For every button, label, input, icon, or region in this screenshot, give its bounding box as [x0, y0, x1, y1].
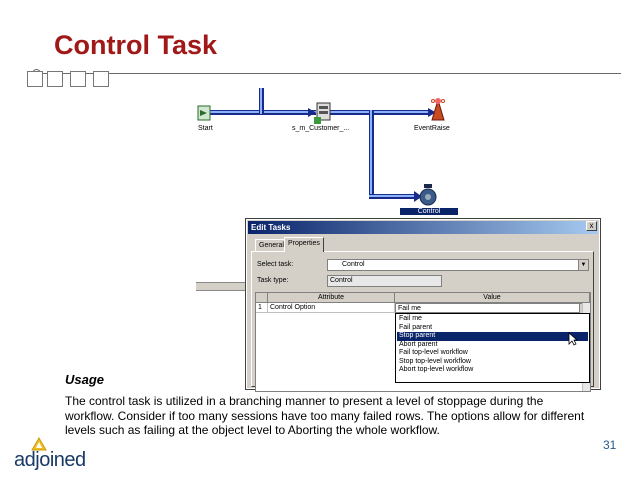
control-option-combo[interactable]	[395, 303, 590, 313]
deco-square-1	[27, 71, 43, 87]
dialog-titlebar: Edit Tasks	[248, 221, 598, 234]
tab-properties[interactable]: Properties	[284, 237, 324, 252]
workspace-scrollbar[interactable]	[196, 282, 248, 291]
grid-row-number: 1	[256, 303, 268, 313]
select-task-value: Control	[342, 261, 365, 268]
task-type-field: Control	[327, 275, 442, 287]
control-option-value: Fail me	[398, 305, 421, 312]
session-node-label: s_m_Customer_...	[292, 125, 350, 132]
grid-header-value: Value	[395, 293, 590, 303]
workflow-screenshot	[196, 88, 594, 382]
control-node-label: Control	[400, 208, 458, 215]
deco-square-4	[93, 71, 109, 87]
attributes-grid	[255, 292, 591, 392]
option-abort-parent[interactable]: Abort parent	[399, 340, 438, 348]
option-fail-me[interactable]: Fail me	[399, 315, 422, 322]
edit-tasks-dialog	[246, 219, 600, 389]
logo-text: adjoined	[14, 449, 86, 471]
grid-corner	[256, 293, 268, 303]
grid-attribute-cell: Control Option	[268, 303, 395, 313]
option-abort-top-level[interactable]: Abort top-level workflow	[399, 366, 474, 373]
select-task-label: Select task:	[257, 261, 294, 268]
body-paragraph: The control task is utilized in a branching manner to present a level of stoppage during the workflow. Consider if too many sessions have too many failed rows. The options allow for different levels such as failing at the object level to Aborting the whole workflow.	[65, 394, 585, 437]
control-option-list	[395, 313, 590, 383]
option-fail-parent[interactable]: Fail parent	[399, 323, 433, 331]
deco-square-3	[70, 71, 86, 87]
close-icon[interactable]: x	[586, 221, 597, 231]
session-icon	[314, 103, 330, 124]
company-logo	[14, 437, 84, 471]
slide-title: Control Task	[54, 30, 218, 60]
workflow-canvas	[196, 88, 590, 218]
task-type-label: Task type:	[257, 277, 289, 284]
page-number: 31	[603, 438, 617, 452]
title-rule	[36, 73, 621, 74]
start-node-label: Start	[198, 125, 213, 132]
tab-general[interactable]: General	[255, 239, 288, 252]
workspace-panel	[196, 218, 248, 382]
control-task-icon	[420, 184, 436, 205]
event-raise-icon	[432, 98, 445, 120]
mouse-cursor-icon	[568, 332, 578, 346]
chevron-down-icon[interactable]: ▼	[578, 260, 588, 270]
event-raise-node-label: EventRaise	[414, 125, 450, 132]
start-icon	[198, 106, 210, 120]
select-task-combo[interactable]	[327, 259, 589, 271]
option-stop-top-level[interactable]: Stop top-level workflow	[399, 357, 471, 365]
workflow-links	[196, 88, 590, 218]
option-stop-parent[interactable]: Stop parent	[397, 332, 588, 341]
option-fail-top-level[interactable]: Fail top-level workflow	[399, 349, 468, 356]
deco-square-2	[47, 71, 63, 87]
grid-header-attribute: Attribute	[268, 293, 395, 303]
usage-heading: Usage	[65, 372, 105, 387]
